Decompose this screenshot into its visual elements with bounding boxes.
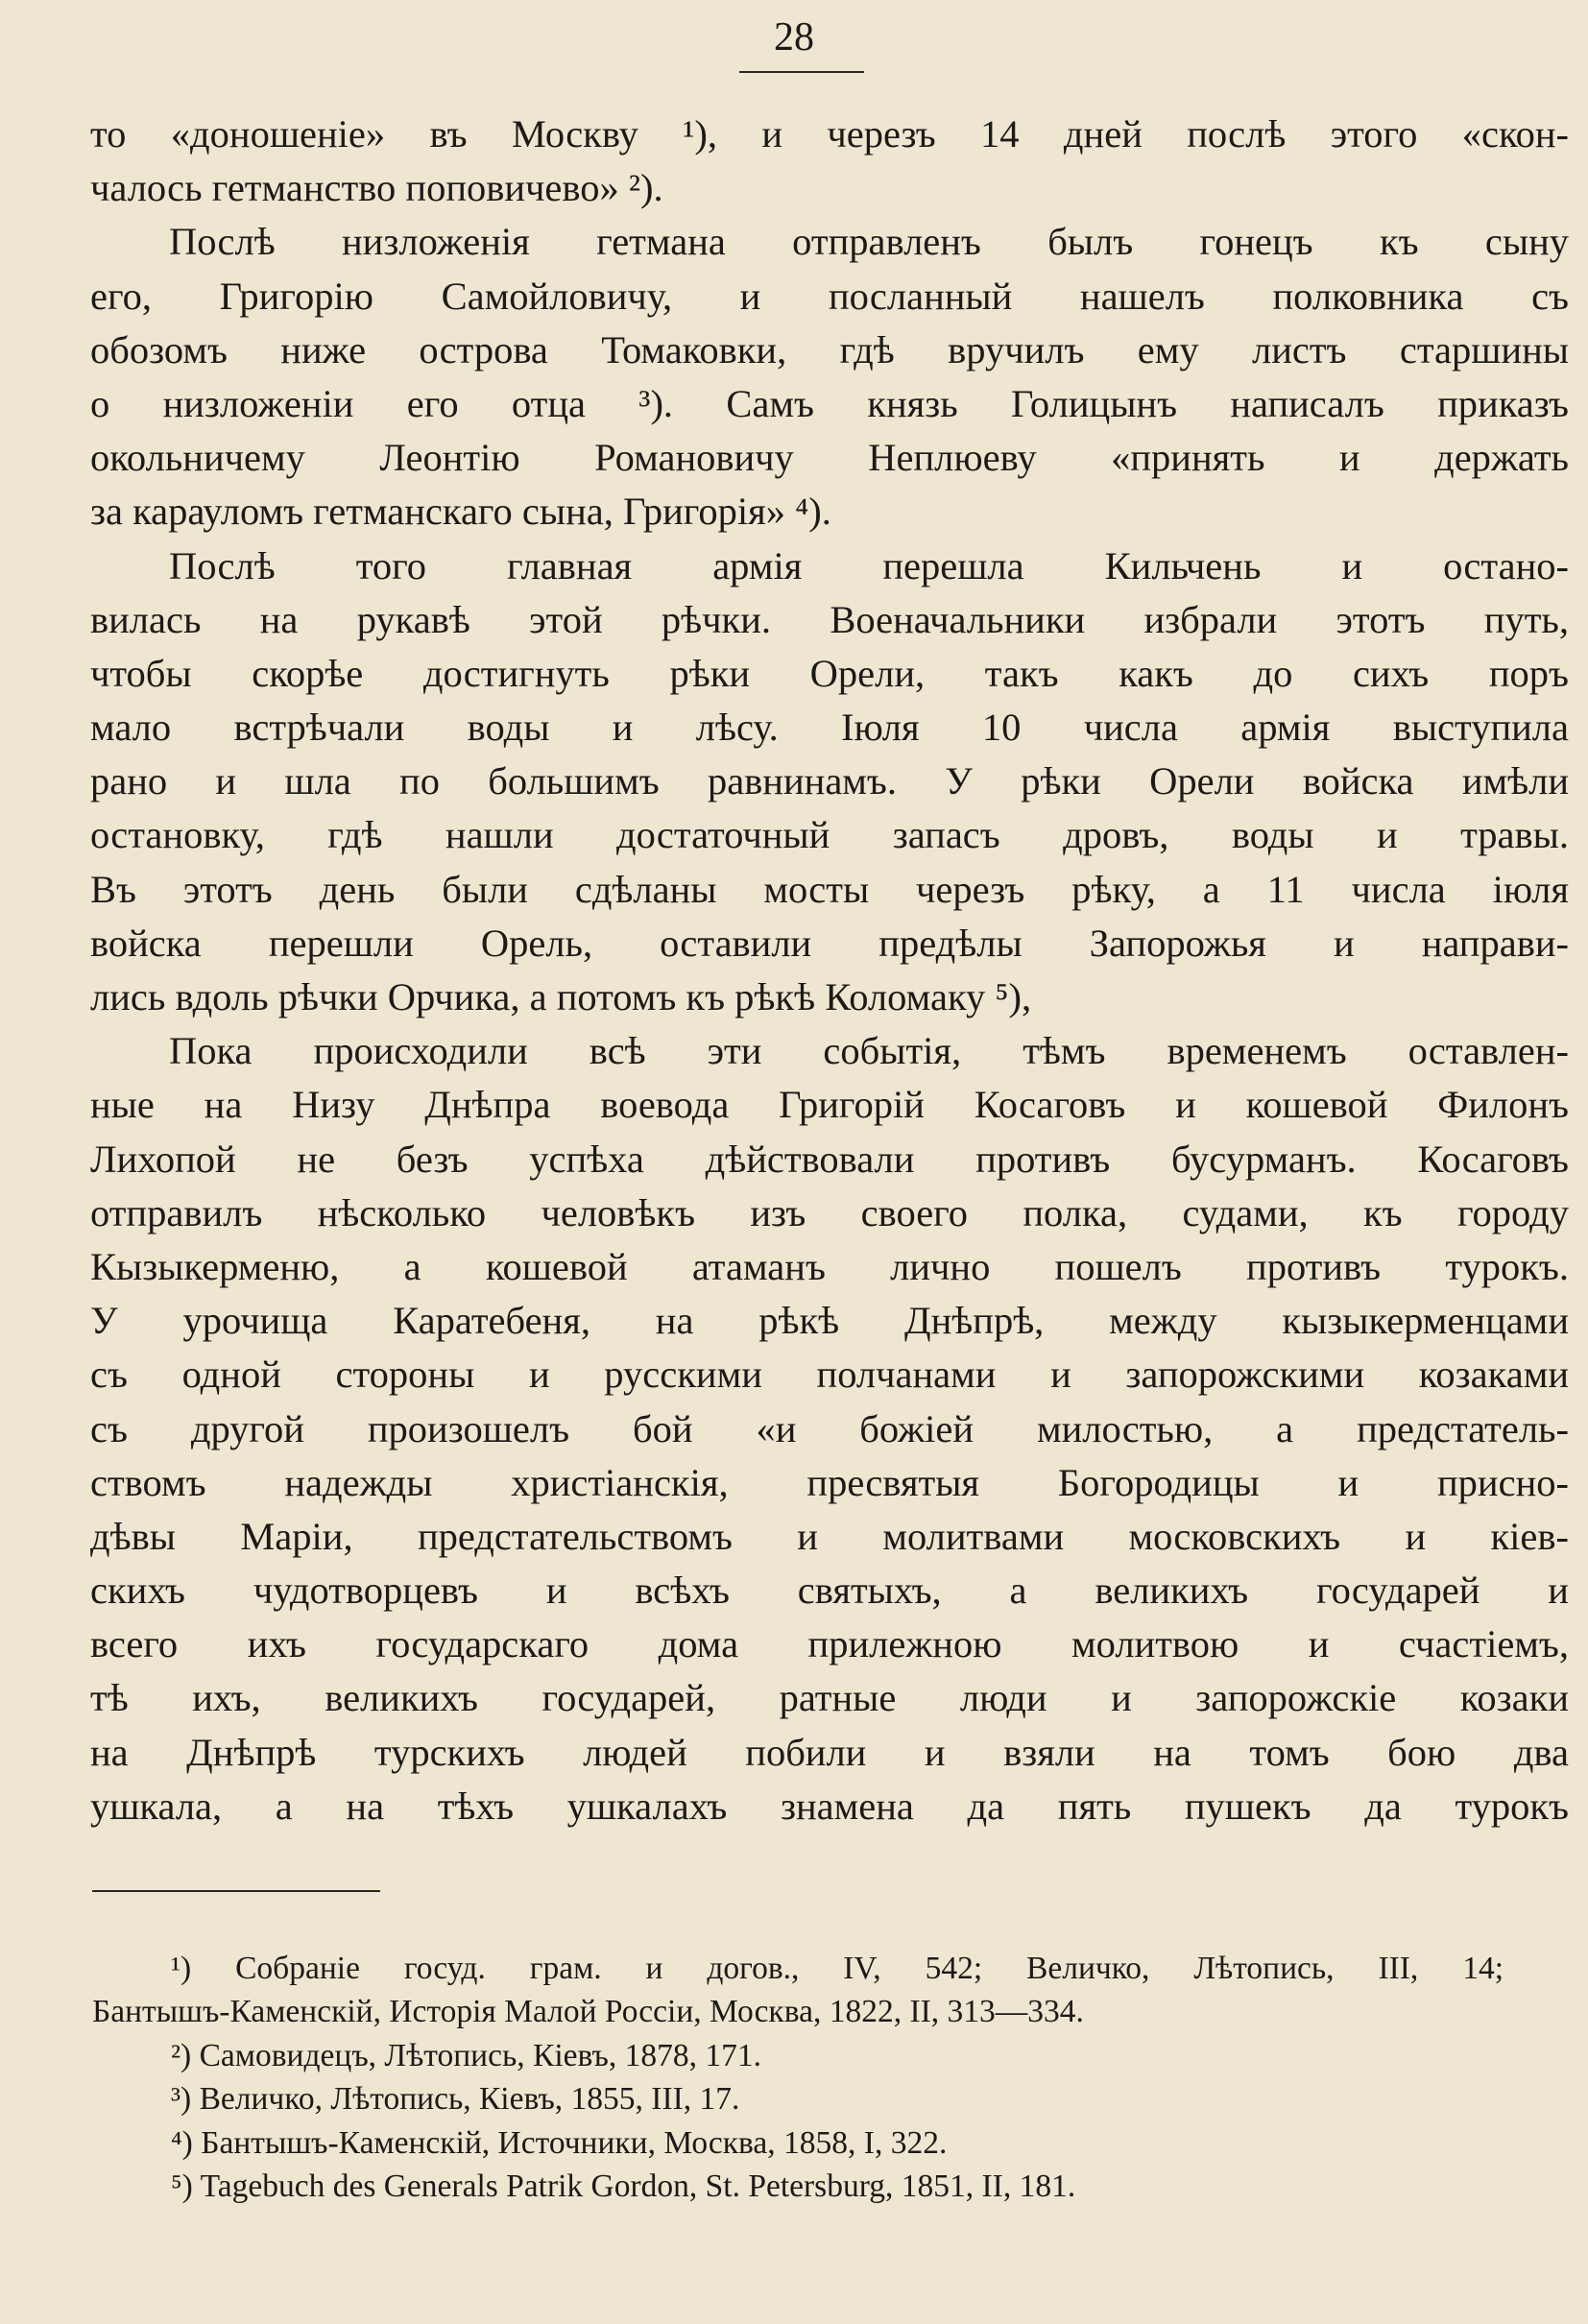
footnote-line: ⁴) Бантышъ-Каменскій, Источники, Москва, 1858, I, 322. xyxy=(171,2124,948,2161)
text-line: Послѣ низложенія гетмана отправленъ былъ гонецъ къ сыну xyxy=(169,220,1569,264)
text-line: мало встрѣчали воды и лѣсу. Іюля 10 числа армія выступила xyxy=(90,706,1569,750)
footnote-line: ⁵) Tagebuch des Generals Patrik Gordon, St. Petersburg, 1851, II, 181. xyxy=(171,2168,1076,2204)
text-line: съ одной стороны и русскими полчанами и запорожскими козаками xyxy=(90,1353,1569,1397)
footnote-line: ²) Самовидецъ, Лѣтопись, Кіевъ, 1878, 171. xyxy=(171,2037,761,2073)
footnote-rule xyxy=(92,1890,380,1892)
text-line: за карауломъ гетманскаго сына, Григорія» ⁴). xyxy=(90,490,831,534)
text-line: остановку, гдѣ нашли достаточный запасъ дровъ, воды и травы. xyxy=(90,813,1569,857)
footnote-line: Бантышъ-Каменскій, Исторія Малой Россіи, Москва, 1822, II, 313—334. xyxy=(92,1994,1084,2030)
text-line: о низложеніи его отца ³). Самъ князь Голицынъ написалъ приказъ xyxy=(90,381,1569,425)
text-line: то «доношеніе» въ Москву ¹), и черезъ 14 дней послѣ этого «скон- xyxy=(90,112,1569,156)
text-line: на Днѣпрѣ турскихъ людей побили и взяли на томъ бою два xyxy=(90,1730,1569,1774)
text-line: Въ этотъ день были сдѣланы мосты черезъ рѣку, а 11 числа іюля xyxy=(90,867,1569,911)
text-line: всего ихъ государскаго дома прилежною молитвою и счастіемъ, xyxy=(90,1622,1569,1666)
text-line: чтобы скорѣе достигнуть рѣки Орели, такъ какъ до сихъ поръ xyxy=(90,651,1569,695)
text-line: Пока происходили всѣ эти событія, тѣмъ временемъ оставлен- xyxy=(169,1029,1569,1073)
main-text xyxy=(90,108,1569,1833)
text-line: его, Григорію Самойловичу, и посланный нашелъ полковника съ xyxy=(90,274,1569,318)
text-line: лись вдоль рѣчки Орчика, а потомъ къ рѣкѣ Коломаку ⁵), xyxy=(90,975,1032,1018)
text-line: вилась на рукавѣ этой рѣчки. Военачальники избрали этотъ путь, xyxy=(90,597,1569,641)
text-line: Послѣ того главная армія перешла Кильчень и остано- xyxy=(169,543,1569,587)
text-line: чалось гетманство поповичево» ²). xyxy=(90,166,663,210)
text-line: тѣ ихъ, великихъ государей, ратные люди и запорожскіе козаки xyxy=(90,1676,1569,1720)
text-line: отправилъ нѣсколько человѣкъ изъ своего полка, судами, къ городу xyxy=(90,1190,1569,1234)
text-line: ные на Низу Днѣпра воевода Григорій Косаговъ и кошевой Филонъ xyxy=(90,1083,1569,1127)
text-line: скихъ чудотворцевъ и всѣхъ святыхъ, а великихъ государей и xyxy=(90,1569,1569,1613)
text-line: окольничему Леонтію Романовичу Неплюеву «принять и держать xyxy=(90,436,1569,480)
text-line: съ другой произошелъ бой «и божіей милостью, а предстатель- xyxy=(90,1406,1569,1450)
text-line: Кызыкерменю, а кошевой атаманъ лично пошелъ противъ турокъ. xyxy=(90,1244,1569,1288)
footnotes xyxy=(92,1947,1504,2208)
text-line: войска перешли Орель, оставили предѣлы Запорожья и направи- xyxy=(90,921,1569,965)
footnote-line: ¹) Собраніе госуд. грам. и догов., IV, 542; Величко, Лѣтопись, III, 14; xyxy=(171,1951,1504,1986)
text-line: У урочища Каратебеня, на рѣкѣ Днѣпрѣ, между кызыкерменцами xyxy=(90,1299,1569,1343)
text-line: ствомъ надежды христіанскія, пресвятыя Богородицы и присно- xyxy=(90,1460,1569,1504)
page-number: 28 xyxy=(774,15,814,60)
text-line: Лихопой не безъ успѣха дѣйствовали противъ бусурманъ. Косаговъ xyxy=(90,1137,1569,1181)
text-line: обозомъ ниже острова Томаковки, гдѣ вручилъ ему листъ старшины xyxy=(90,327,1569,371)
text-line: ушкала, а на тѣхъ ушкалахъ знамена да пять пушекъ да турокъ xyxy=(90,1784,1569,1828)
footnote-line: ³) Величко, Лѣтопись, Кіевъ, 1855, III, 17. xyxy=(171,2081,740,2118)
header-rule xyxy=(739,71,864,73)
text-line: дѣвы Маріи, предстательствомъ и молитвами московскихъ и кіев- xyxy=(90,1514,1569,1558)
text-line: рано и шла по большимъ равнинамъ. У рѣки Орели войска имѣли xyxy=(90,759,1569,803)
